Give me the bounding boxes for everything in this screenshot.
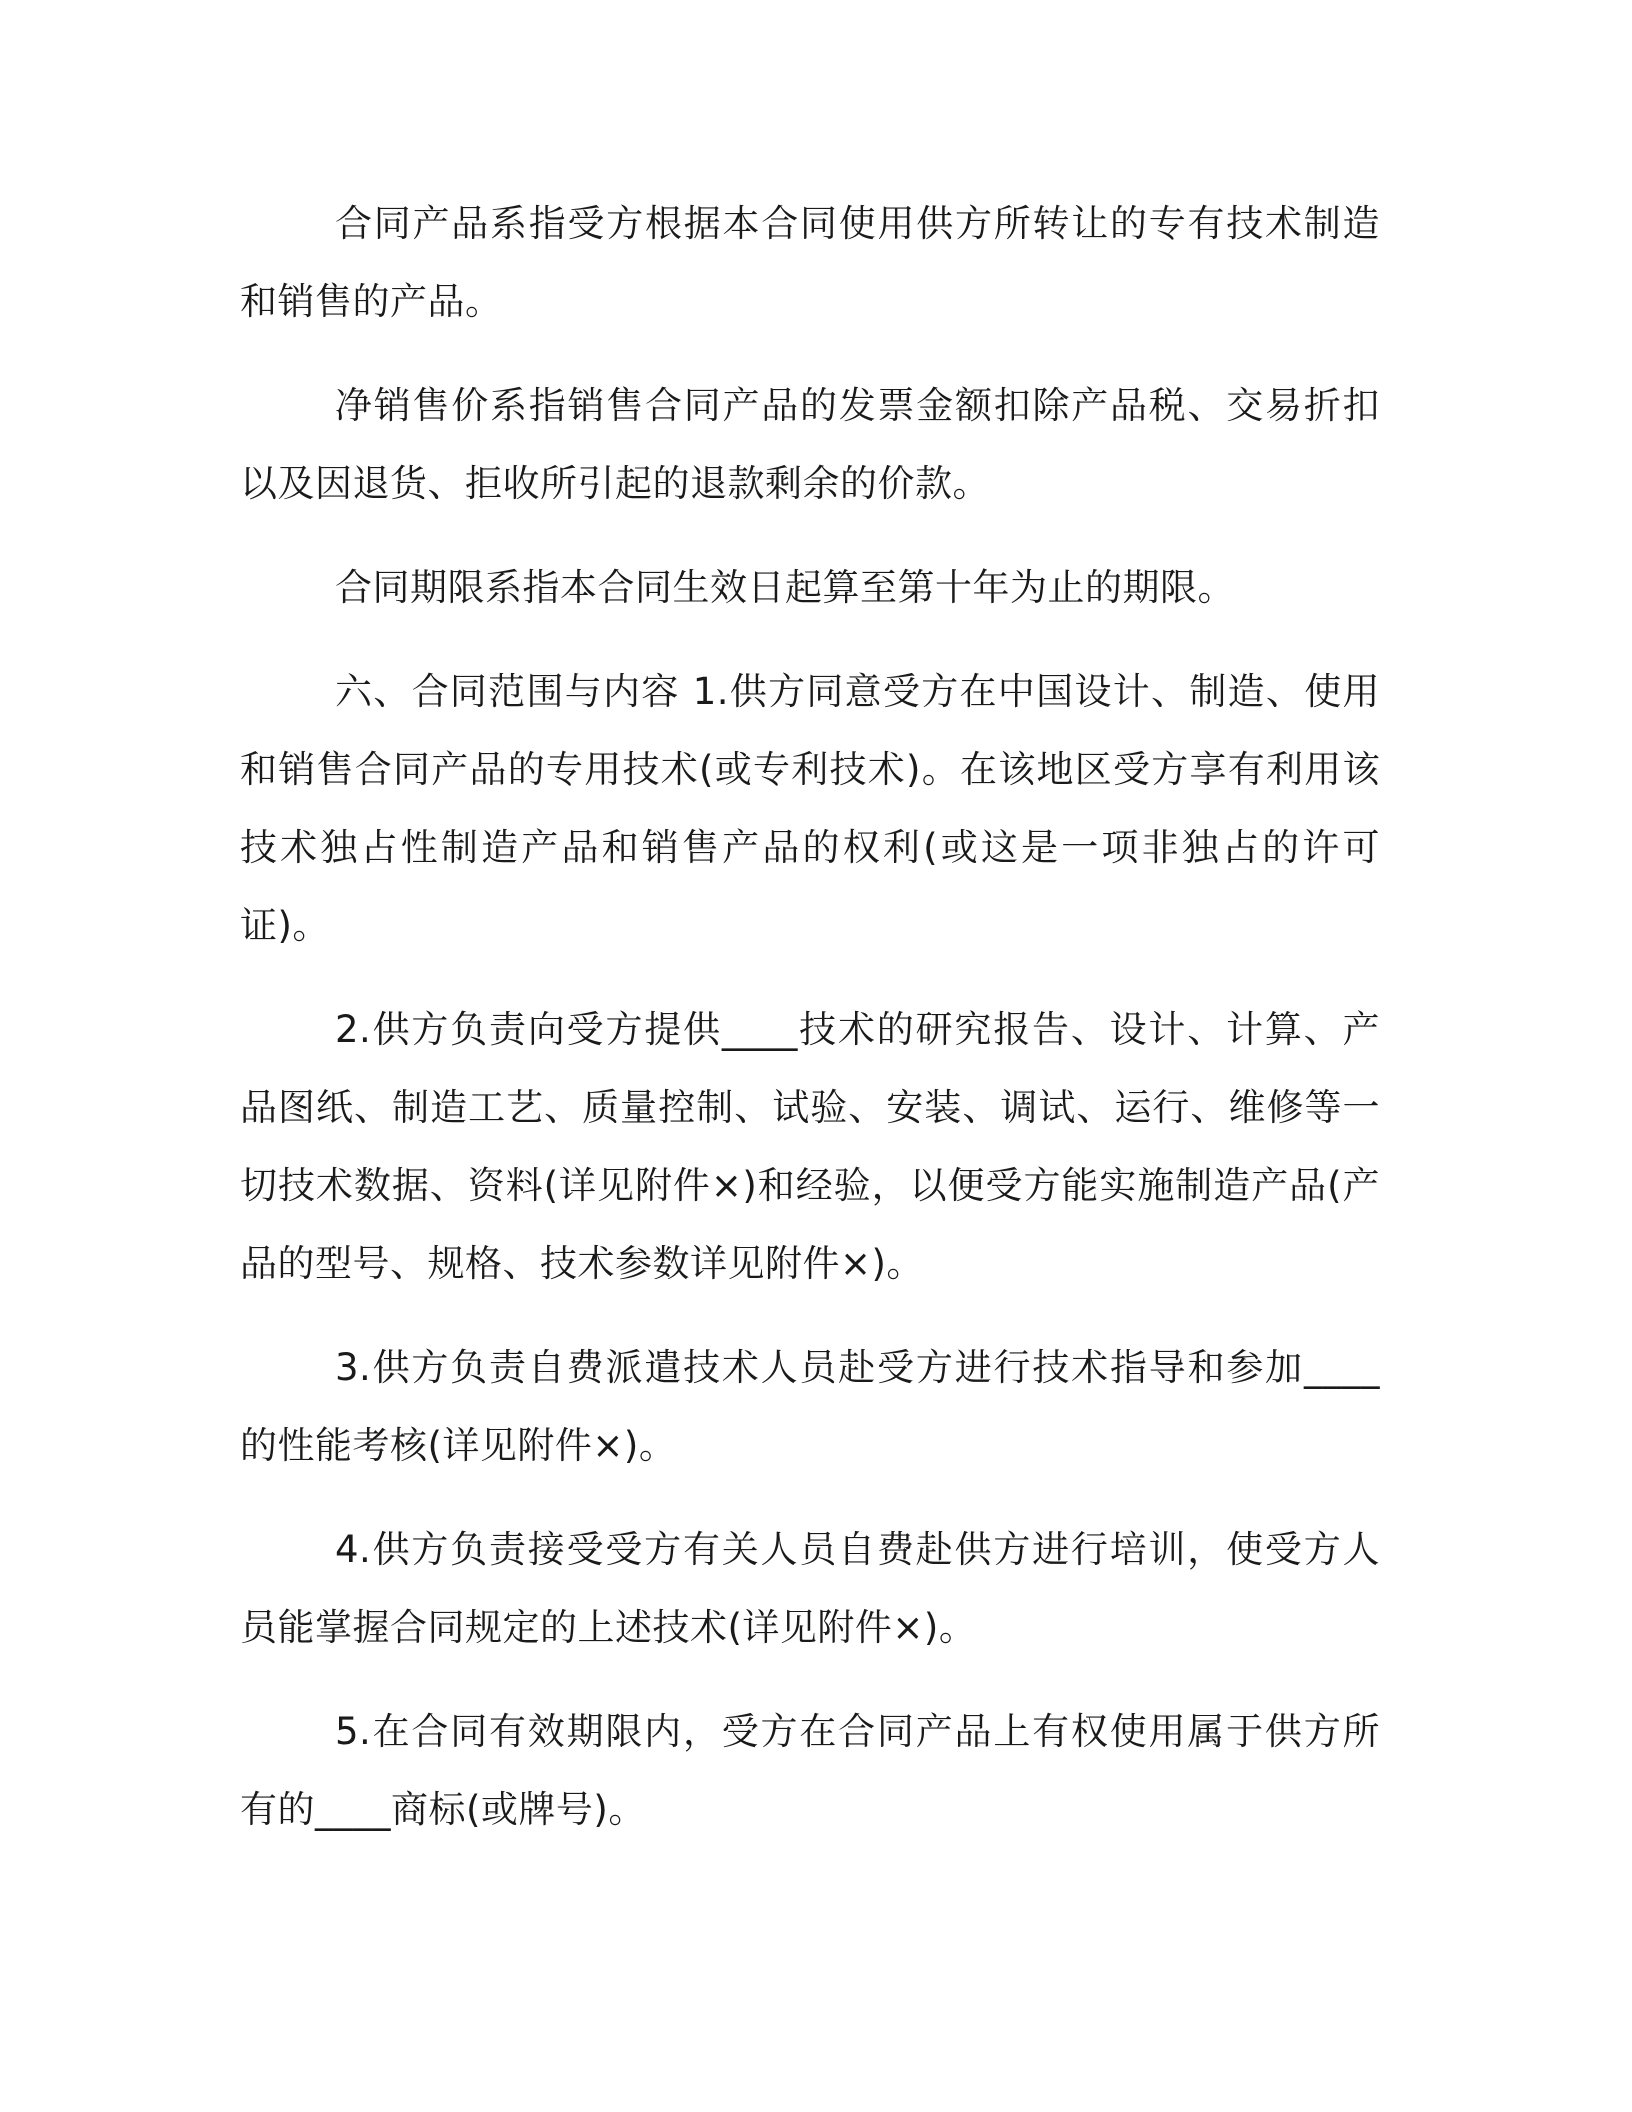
paragraph-section-six-scope: 六、合同范围与内容 1.供方同意受方在中国设计、制造、使用和销售合同产品的专用技术(或专利技术)。在该地区受方享有利用该技术独占性制造产品和销售产品的权利(或这是一项非独占的许可证)。 [240, 670, 1380, 947]
paragraph-clause-5: 5.在合同有效期限内，受方在合同产品上有权使用属于供方所有的____商标(或牌号)。 [240, 1710, 1380, 1831]
document-body [240, 185, 1380, 1875]
paragraph-clause-3: 3.供方负责自费派遣技术人员赴受方进行技术指导和参加____的性能考核(详见附件×)。 [240, 1346, 1380, 1467]
paragraph-contract-term-definition: 合同期限系指本合同生效日起算至第十年为止的期限。 [335, 566, 1235, 609]
paragraph-clause-2: 2.供方负责向受方提供____技术的研究报告、设计、计算、产品图纸、制造工艺、质量控制、试验、安装、调试、运行、维修等一切技术数据、资料(详见附件×)和经验，以便受方能实施制造产品(产品的型号、规格、技术参数详见附件×)。 [240, 1008, 1380, 1285]
paragraph-contract-product-definition: 合同产品系指受方根据本合同使用供方所转让的专有技术制造和销售的产品。 [240, 202, 1380, 323]
paragraph-clause-4: 4.供方负责接受受方有关人员自费赴供方进行培训，使受方人员能掌握合同规定的上述技术(详见附件×)。 [240, 1528, 1380, 1649]
paragraph-net-sales-price-definition: 净销售价系指销售合同产品的发票金额扣除产品税、交易折扣以及因退货、拒收所引起的退款剩余的价款。 [240, 384, 1380, 505]
